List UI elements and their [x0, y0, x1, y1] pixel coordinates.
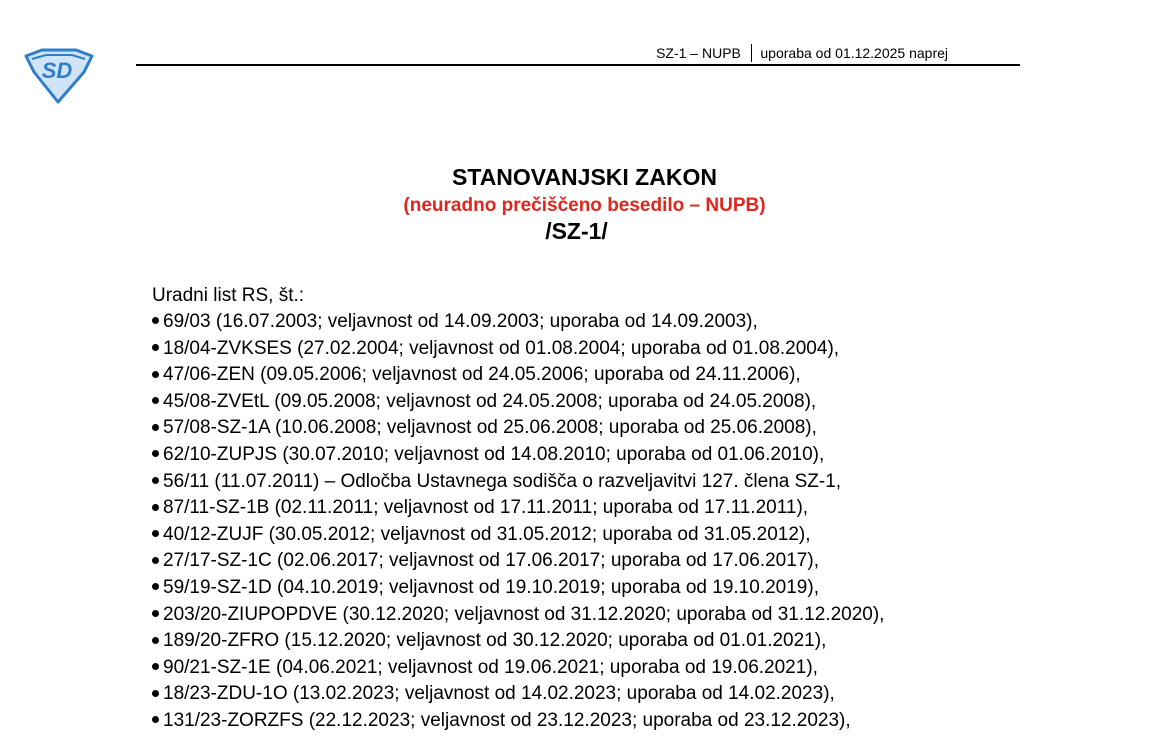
gazette-list — [152, 309, 884, 735]
title-block — [0, 164, 1157, 245]
bullet-icon — [152, 663, 159, 670]
bullet-icon — [152, 424, 159, 431]
bullet-icon — [152, 716, 159, 723]
header-separator — [751, 44, 753, 62]
list-item: 131/23-ZORZFS (22.12.2023; veljavnost od 23.12.2023; uporaba od 23.12.2023), — [152, 708, 884, 735]
bullet-icon — [152, 610, 159, 617]
svg-text:SD: SD — [41, 58, 73, 83]
list-item: 59/19-SZ-1D (04.10.2019; veljavnost od 19.10.2019; uporaba od 19.10.2019), — [152, 575, 884, 602]
bullet-icon — [152, 317, 159, 324]
list-item: 18/04-ZVKSES (27.02.2004; veljavnost od 01.08.2004; uporaba od 01.08.2004), — [152, 336, 884, 363]
page-header — [136, 42, 1020, 66]
list-item: 40/12-ZUJF (30.05.2012; veljavnost od 31.05.2012; uporaba od 31.05.2012), — [152, 522, 884, 549]
list-item: 87/11-SZ-1B (02.11.2011; veljavnost od 17.11.2011; uporaba od 17.11.2011), — [152, 495, 884, 522]
bullet-icon — [152, 557, 159, 564]
document-code: /SZ-1/ — [545, 218, 608, 244]
list-item: 45/08-ZVEtL (09.05.2008; veljavnost od 24.05.2008; uporaba od 24.05.2008), — [152, 389, 884, 416]
bullet-icon — [152, 504, 159, 511]
bullet-icon — [152, 477, 159, 484]
list-item: 69/03 (16.07.2003; veljavnost od 14.09.2003; uporaba od 14.09.2003), — [152, 309, 884, 336]
list-item: 56/11 (11.07.2011) – Odločba Ustavnega sodišča o razveljavitvi 127. člena SZ-1, — [152, 469, 884, 496]
bullet-icon — [152, 583, 159, 590]
shield-logo-icon — [22, 46, 96, 104]
bullet-icon — [152, 397, 159, 404]
gazette-label: Uradni list RS, št.: — [152, 285, 305, 306]
list-item: 203/20-ZIUPOPDVE (30.12.2020; veljavnost od 31.12.2020; uporaba od 31.12.2020), — [152, 602, 884, 629]
list-item: 18/23-ZDU-1O (13.02.2023; veljavnost od 14.02.2023; uporaba od 14.02.2023), — [152, 681, 884, 708]
bullet-icon — [152, 690, 159, 697]
list-item: 189/20-ZFRO (15.12.2020; veljavnost od 30.12.2020; uporaba od 01.01.2021), — [152, 628, 884, 655]
bullet-icon — [152, 371, 159, 378]
document-title: STANOVANJSKI ZAKON — [452, 164, 717, 190]
bullet-icon — [152, 450, 159, 457]
gazette-section — [152, 282, 884, 735]
list-item: 62/10-ZUPJS (30.07.2010; veljavnost od 14.08.2010; uporaba od 01.06.2010), — [152, 442, 884, 469]
list-item: 47/06-ZEN (09.05.2006; veljavnost od 24.05.2006; uporaba od 24.11.2006), — [152, 362, 884, 389]
list-item: 57/08-SZ-1A (10.06.2008; veljavnost od 25.06.2008; uporaba od 25.06.2008), — [152, 415, 884, 442]
list-item: 90/21-SZ-1E (04.06.2021; veljavnost od 19.06.2021; uporaba od 19.06.2021), — [152, 655, 884, 682]
document-subtitle: (neuradno prečiščeno besedilo – NUPB) — [403, 195, 766, 216]
bullet-icon — [152, 344, 159, 351]
header-code: SZ-1 – NUPB — [656, 45, 741, 61]
bullet-icon — [152, 530, 159, 537]
list-item: 27/17-SZ-1C (02.06.2017; veljavnost od 17.06.2017; uporaba od 17.06.2017), — [152, 548, 884, 575]
header-usage: uporaba od 01.12.2025 naprej — [760, 45, 948, 61]
header-text — [656, 44, 948, 62]
bullet-icon — [152, 637, 159, 644]
